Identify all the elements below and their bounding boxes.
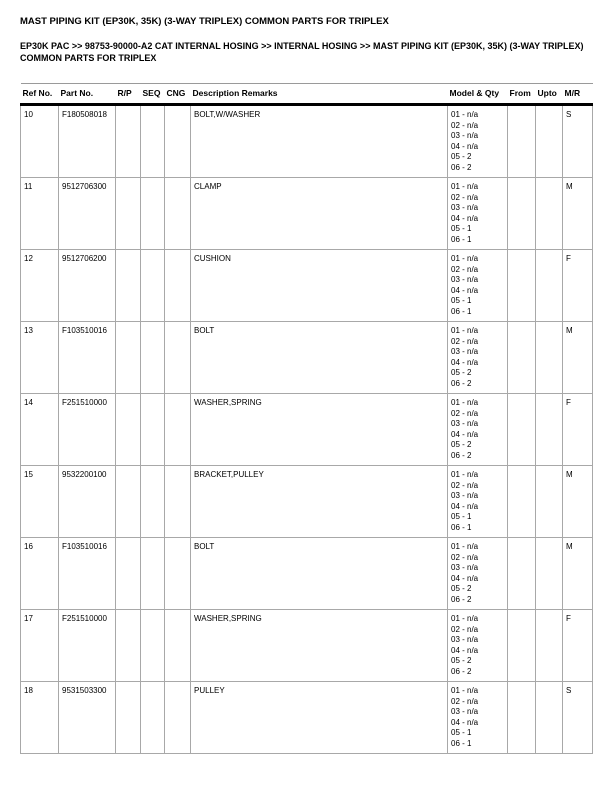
description-cell: BOLT,W/WASHER	[191, 105, 448, 178]
part-no-cell: 9512706300	[59, 178, 116, 250]
mr-cell: M	[563, 322, 593, 394]
cng-cell	[165, 250, 191, 322]
upto-cell	[536, 250, 563, 322]
model-qty-line: 06 - 2	[451, 378, 472, 388]
page-title: MAST PIPING KIT (EP30K, 35K) (3-WAY TRIPLEX) COMMON PARTS FOR TRIPLEX	[20, 16, 389, 27]
col-header-seq: SEQ	[141, 84, 165, 105]
part-no-cell: F103510016	[59, 322, 116, 394]
description-cell: CUSHION	[191, 250, 448, 322]
rp-cell	[116, 250, 141, 322]
from-cell	[508, 178, 536, 250]
seq-cell	[141, 322, 165, 394]
model-qty-line: 03 - n/a	[451, 419, 479, 429]
model-qty-line: 02 - n/a	[451, 552, 479, 562]
model-qty-line: 04 - n/a	[451, 429, 479, 439]
table-row	[21, 178, 593, 250]
upto-cell	[536, 466, 563, 538]
seq-cell	[141, 682, 165, 754]
model-qty-line: 05 - 2	[451, 152, 472, 162]
description-cell: CLAMP	[191, 178, 448, 250]
part-no-cell: 9531503300	[59, 682, 116, 754]
model-qty-line: 05 - 1	[451, 512, 472, 522]
part-no-cell: F180508018	[59, 105, 116, 178]
model-qty-line: 03 - n/a	[451, 635, 479, 645]
upto-cell	[536, 105, 563, 178]
rp-cell	[116, 538, 141, 610]
table-header-row	[21, 84, 593, 105]
model-qty-line: 06 - 2	[451, 594, 472, 604]
model-qty-cell	[448, 610, 508, 682]
model-qty-line: 04 - n/a	[451, 501, 479, 511]
rp-cell	[116, 610, 141, 682]
model-qty-line: 01 - n/a	[451, 254, 479, 264]
model-qty-line: 05 - 1	[451, 224, 472, 234]
seq-cell	[141, 105, 165, 178]
model-qty-cell	[448, 682, 508, 754]
model-qty-line: 05 - 2	[451, 584, 472, 594]
model-qty-line: 03 - n/a	[451, 563, 479, 573]
part-no-cell: F251510000	[59, 610, 116, 682]
cng-cell	[165, 322, 191, 394]
model-qty-line: 02 - n/a	[451, 696, 479, 706]
mr-cell: S	[563, 682, 593, 754]
mr-cell: M	[563, 178, 593, 250]
model-qty-line: 01 - n/a	[451, 110, 479, 120]
from-cell	[508, 610, 536, 682]
breadcrumb: EP30K PAC >> 98753-90000-A2 CAT INTERNAL HOSING >> INTERNAL HOSING >> MAST PIPING KIT (EP30K, 35K) (3-WAY TRIPLEX) COMMON PARTS FOR TRIPLEX	[20, 41, 584, 64]
model-qty-line: 01 - n/a	[451, 542, 479, 552]
col-header-description: Description Remarks	[191, 84, 448, 105]
description-cell: BOLT	[191, 322, 448, 394]
mr-cell: M	[563, 538, 593, 610]
mr-cell: F	[563, 250, 593, 322]
table-row	[21, 538, 593, 610]
rp-cell	[116, 682, 141, 754]
rp-cell	[116, 394, 141, 466]
table-row	[21, 610, 593, 682]
table-row	[21, 105, 593, 178]
part-no-cell: F103510016	[59, 538, 116, 610]
model-qty-cell	[448, 105, 508, 178]
description-cell: BRACKET,PULLEY	[191, 466, 448, 538]
ref-no-cell: 11	[21, 178, 59, 250]
model-qty-line: 04 - n/a	[451, 357, 479, 367]
model-qty-line: 01 - n/a	[451, 686, 479, 696]
mr-cell: F	[563, 610, 593, 682]
seq-cell	[141, 178, 165, 250]
model-qty-line: 06 - 2	[451, 162, 472, 172]
model-qty-line: 03 - n/a	[451, 347, 479, 357]
description-cell: BOLT	[191, 538, 448, 610]
model-qty-line: 04 - n/a	[451, 717, 479, 727]
table-row	[21, 466, 593, 538]
model-qty-line: 02 - n/a	[451, 624, 479, 634]
model-qty-line: 04 - n/a	[451, 285, 479, 295]
ref-no-cell: 12	[21, 250, 59, 322]
model-qty-cell	[448, 538, 508, 610]
model-qty-line: 05 - 1	[451, 728, 472, 738]
model-qty-line: 01 - n/a	[451, 398, 479, 408]
upto-cell	[536, 682, 563, 754]
model-qty-line: 02 - n/a	[451, 336, 479, 346]
cng-cell	[165, 682, 191, 754]
cng-cell	[165, 538, 191, 610]
from-cell	[508, 394, 536, 466]
seq-cell	[141, 466, 165, 538]
model-qty-line: 04 - n/a	[451, 141, 479, 151]
from-cell	[508, 322, 536, 394]
model-qty-line: 06 - 1	[451, 306, 472, 316]
rp-cell	[116, 105, 141, 178]
from-cell	[508, 682, 536, 754]
model-qty-line: 04 - n/a	[451, 645, 479, 655]
model-qty-line: 06 - 1	[451, 522, 472, 532]
table-body	[21, 105, 593, 754]
table-row	[21, 682, 593, 754]
rp-cell	[116, 466, 141, 538]
model-qty-cell	[448, 178, 508, 250]
upto-cell	[536, 610, 563, 682]
table-row	[21, 394, 593, 466]
col-header-model-qty: Model & Qty	[448, 84, 508, 105]
ref-no-cell: 17	[21, 610, 59, 682]
part-no-cell: 9532200100	[59, 466, 116, 538]
seq-cell	[141, 394, 165, 466]
cng-cell	[165, 610, 191, 682]
ref-no-cell: 13	[21, 322, 59, 394]
rp-cell	[116, 178, 141, 250]
table-row	[21, 322, 593, 394]
upto-cell	[536, 178, 563, 250]
from-cell	[508, 105, 536, 178]
mr-cell: S	[563, 105, 593, 178]
cng-cell	[165, 466, 191, 538]
model-qty-line: 05 - 2	[451, 656, 472, 666]
col-header-from: From	[508, 84, 536, 105]
model-qty-line: 01 - n/a	[451, 614, 479, 624]
cng-cell	[165, 178, 191, 250]
ref-no-cell: 10	[21, 105, 59, 178]
model-qty-line: 05 - 1	[451, 296, 472, 306]
model-qty-line: 01 - n/a	[451, 182, 479, 192]
seq-cell	[141, 610, 165, 682]
col-header-ref-no: Ref No.	[21, 84, 59, 105]
seq-cell	[141, 538, 165, 610]
col-header-rp: R/P	[116, 84, 141, 105]
model-qty-line: 01 - n/a	[451, 326, 479, 336]
part-no-cell: 9512706200	[59, 250, 116, 322]
model-qty-line: 02 - n/a	[451, 120, 479, 130]
model-qty-line: 03 - n/a	[451, 131, 479, 141]
cng-cell	[165, 394, 191, 466]
ref-no-cell: 16	[21, 538, 59, 610]
description-cell: WASHER,SPRING	[191, 394, 448, 466]
model-qty-line: 06 - 2	[451, 666, 472, 676]
model-qty-cell	[448, 466, 508, 538]
upto-cell	[536, 322, 563, 394]
upto-cell	[536, 538, 563, 610]
model-qty-line: 02 - n/a	[451, 480, 479, 490]
model-qty-line: 01 - n/a	[451, 470, 479, 480]
mr-cell: F	[563, 394, 593, 466]
model-qty-cell	[448, 322, 508, 394]
model-qty-line: 02 - n/a	[451, 264, 479, 274]
from-cell	[508, 538, 536, 610]
model-qty-line: 06 - 1	[451, 738, 472, 748]
model-qty-line: 04 - n/a	[451, 213, 479, 223]
description-cell: WASHER,SPRING	[191, 610, 448, 682]
cng-cell	[165, 105, 191, 178]
model-qty-line: 06 - 1	[451, 234, 472, 244]
model-qty-line: 05 - 2	[451, 440, 472, 450]
seq-cell	[141, 250, 165, 322]
from-cell	[508, 250, 536, 322]
model-qty-line: 05 - 2	[451, 368, 472, 378]
col-header-upto: Upto	[536, 84, 563, 105]
model-qty-line: 03 - n/a	[451, 491, 479, 501]
from-cell	[508, 466, 536, 538]
col-header-cng: CNG	[165, 84, 191, 105]
model-qty-line: 03 - n/a	[451, 275, 479, 285]
model-qty-line: 03 - n/a	[451, 707, 479, 717]
ref-no-cell: 15	[21, 466, 59, 538]
parts-table	[20, 83, 593, 754]
model-qty-line: 02 - n/a	[451, 192, 479, 202]
ref-no-cell: 14	[21, 394, 59, 466]
ref-no-cell: 18	[21, 682, 59, 754]
model-qty-cell	[448, 394, 508, 466]
col-header-mr: M/R	[563, 84, 593, 105]
description-cell: PULLEY	[191, 682, 448, 754]
model-qty-line: 06 - 2	[451, 450, 472, 460]
upto-cell	[536, 394, 563, 466]
model-qty-line: 02 - n/a	[451, 408, 479, 418]
model-qty-cell	[448, 250, 508, 322]
part-no-cell: F251510000	[59, 394, 116, 466]
model-qty-line: 03 - n/a	[451, 203, 479, 213]
col-header-part-no: Part No.	[59, 84, 116, 105]
rp-cell	[116, 322, 141, 394]
model-qty-line: 04 - n/a	[451, 573, 479, 583]
table-row	[21, 250, 593, 322]
mr-cell: M	[563, 466, 593, 538]
